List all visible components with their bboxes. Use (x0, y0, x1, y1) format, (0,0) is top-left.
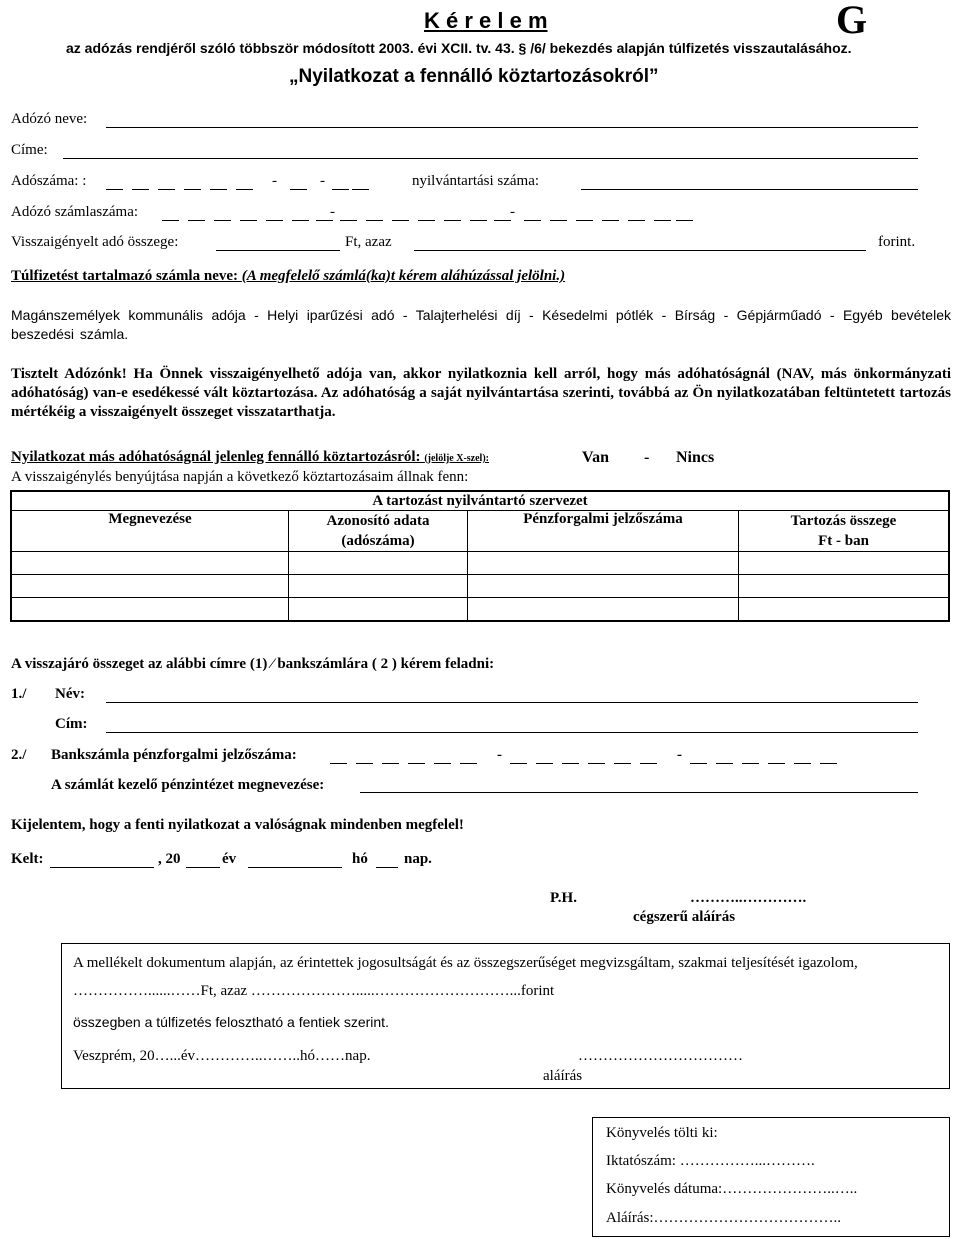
bank-account-label: Adózó számlaszáma: (11, 204, 139, 220)
tax-number-label: Adószáma: : (11, 173, 87, 189)
table-row[interactable] (11, 575, 949, 598)
table-row[interactable] (11, 552, 949, 575)
office-signature-label: aláírás (543, 1068, 583, 1084)
signature-dots[interactable]: ………..…………. (690, 890, 807, 906)
accounting-title: Könyvelés tölti ki: (606, 1125, 718, 1141)
option-van[interactable]: Van (582, 449, 609, 466)
office-place-date[interactable]: Veszprém, 20…...év…………..……..hó……nap. (73, 1048, 371, 1064)
debt-declaration-heading-text: Nyilatkozat más adóhatóságnál jelenleg fennálló köztartozásról: (11, 449, 421, 465)
accounting-reg-number[interactable]: Iktatószám: ……………...………. (606, 1153, 815, 1169)
tax-number-separator: - (272, 173, 277, 189)
column-header: Azonosító adata (adószáma) (289, 511, 468, 552)
payout-option-2: 2./ (11, 747, 27, 763)
notice-paragraph (11, 365, 951, 422)
registry-number-field[interactable] (581, 189, 918, 190)
year-prefix: , 20 (158, 851, 181, 867)
overpayment-accounts[interactable]: Magánszemélyek kommunális adója - Helyi iparűzési adó - Talajterhelési díj - Késedelmi pótlék - Bírság - Gépjárműadó - Egyéb bevételek beszedési számla. (11, 307, 951, 342)
year-label: év (222, 851, 237, 867)
affirmation-text: Kijelentem, hogy a fenti nyilatkozat a valóságnak mindenben megfelel! (11, 817, 464, 833)
payout-address-label: Cím: (55, 716, 88, 732)
overpayment-heading (11, 268, 565, 285)
place-field[interactable] (50, 867, 154, 868)
day-label: nap. (404, 851, 432, 867)
table-title: A tartozást nyilvántartó szervezet (11, 491, 949, 511)
refund-amount-words-field[interactable] (414, 250, 866, 251)
form-title: K é r e l e m (424, 8, 548, 33)
column-header: Tartozás összege Ft - ban (739, 511, 950, 552)
tax-number-separator: - (320, 173, 325, 189)
bank-code-separator: - (497, 747, 502, 763)
bank-code-separator: - (677, 747, 682, 763)
month-field[interactable] (248, 867, 342, 868)
table-header-row (11, 491, 949, 511)
debt-declaration-heading (11, 449, 489, 466)
table-column-headers (11, 511, 949, 552)
forint-label: forint. (878, 234, 916, 250)
form-letter: G (836, 0, 868, 42)
option-nincs[interactable]: Nincs (676, 449, 715, 466)
kelt-label: Kelt: (11, 851, 44, 867)
option-separator: - (644, 449, 650, 466)
refund-amount-label: Visszaigényelt adó összege: (11, 234, 179, 250)
payout-name-label: Név: (55, 686, 85, 702)
payout-option-1: 1./ (11, 686, 27, 702)
payout-address-field[interactable] (106, 732, 918, 733)
signature-label: cégszerű aláírás (633, 909, 736, 925)
office-line-1: A mellékelt dokumentum alapján, az érintettek jogosultságát és az összegszerűséget megvizsgáltam, szakmai teljesítését igazolom, (73, 955, 858, 971)
debt-table (10, 490, 950, 622)
office-line-2[interactable]: ……………......……Ft, azaz ………………….....………………………...forint (73, 983, 555, 999)
overpayment-heading-note: (A megfelelő számlá(ka)t kérem aláhúzással jelölni.) (241, 268, 566, 284)
payout-name-field[interactable] (106, 702, 918, 703)
bank-account-separator: - (510, 204, 515, 220)
month-label: hó (352, 851, 368, 867)
payout-bank-institution-label: A számlát kezelő pénzintézet megnevezése: (51, 777, 325, 793)
notice-salutation: Tisztelt Adózónk! (11, 366, 127, 382)
notice-text: Ha Önnek visszaigényelhető adója van, akkor nyilatkoznia kell arról, hogy más adóhatóságnál (NAV, más önkormányzati adóhatóság) van-e esedékessé vált köztartozása. Az adóhatóság a saját nyilvántartása szerinti, továbbá az Ön nyilatkozatában feltüntetett tartozás mértékéig a visszaigényelt összeget visszatarthatja. (11, 366, 952, 420)
accounting-signature[interactable]: Aláírás:……………………………….. (606, 1210, 841, 1226)
taxpayer-name-label: Adózó neve: (11, 111, 88, 127)
office-line-3: összegben a túlfizetés felosztható a fentiek szerint. (73, 1014, 389, 1030)
declaration-title: „Nyilatkozat a fennálló köztartozásokról” (289, 66, 659, 87)
debt-declaration-hint: (jelölje X-szel): (424, 453, 489, 464)
payout-bank-code-label: Bankszámla pénzforgalmi jelzőszáma: (51, 747, 297, 763)
bank-account-separator: - (330, 204, 335, 220)
debt-intro: A visszaigénylés benyújtása napján a következő köztartozásaim állnak fenn: (11, 469, 469, 485)
stamp-label: P.H. (550, 890, 577, 906)
table-row[interactable] (11, 598, 949, 622)
address-label: Címe: (11, 142, 48, 158)
registry-number-label: nyilvántartási száma: (412, 173, 540, 189)
column-header: Megnevezése (11, 511, 289, 552)
payout-bank-institution-field[interactable] (360, 792, 918, 793)
payout-heading: A visszajáró összeget az alábbi címre (1) ⁄ bankszámlára ( 2 ) kérem feladni: (11, 656, 495, 672)
ft-azaz-label: Ft, azaz (345, 234, 392, 250)
day-field[interactable] (376, 867, 398, 868)
refund-amount-field[interactable] (216, 250, 340, 251)
office-signature-dots[interactable]: …………………………… (578, 1048, 743, 1064)
year-field[interactable] (186, 867, 220, 868)
column-header: Pénzforgalmi jelzőszáma (468, 511, 739, 552)
accounting-date[interactable]: Könyvelés dátuma:…………………..….. (606, 1181, 858, 1197)
taxpayer-name-field[interactable] (106, 127, 918, 128)
form-subtitle: az adózás rendjéről szóló többször módosított 2003. évi XCII. tv. 43. § /6/ bekezdés alapján túlfizetés visszautalásához. (66, 40, 852, 56)
address-field[interactable] (63, 158, 918, 159)
overpayment-heading-text: Túlfizetést tartalmazó számla neve: (11, 268, 239, 284)
